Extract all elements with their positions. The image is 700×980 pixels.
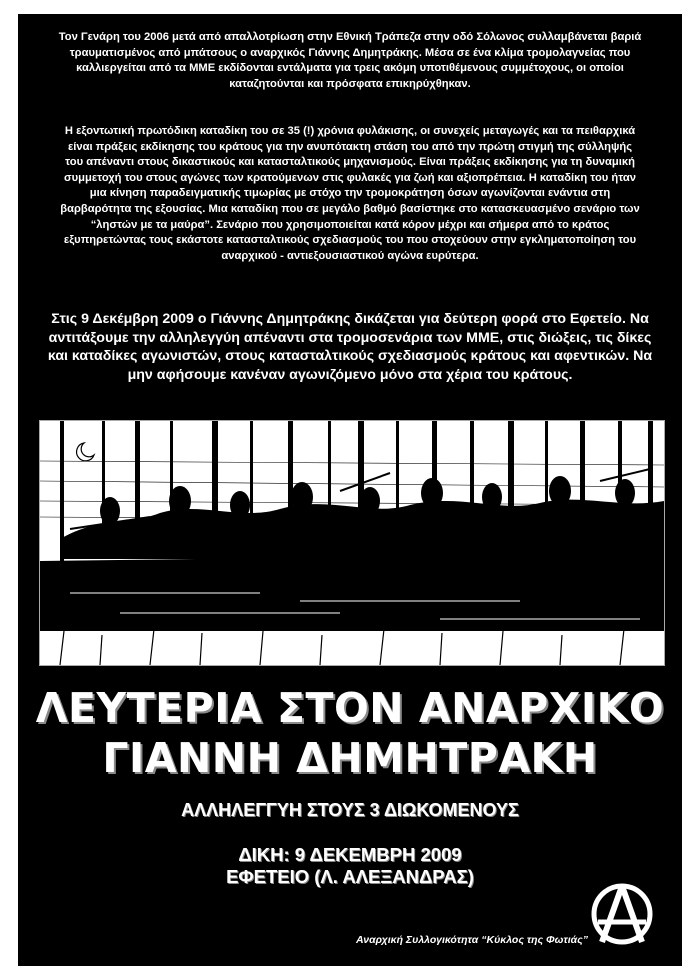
solidarity-subheadline: ΑΛΛΗΛΕΓΓΥΗ ΣΤΟΥΣ 3 ΔΙΩΚΟΜΕΝΟΥΣ xyxy=(181,800,519,820)
call-paragraph: Στις 9 Δεκέμβρη 2009 ο Γιάννης Δημητράκης δικάζεται για δεύτερη φορά στο Εφετείο. Να αντιτάξουμε την αλληλεγγύη απέναντι στα τρομοσενάρια των ΜΜΕ, στις διώξεις, τις δίκες και καταδίκες αγωνιστών, στους κατασταλτικούς σχεδιασμούς κράτους και αφεντικών. Να μην αφήσουμε κανέναν αγωνιζόμενο μόνο στα χέρια του κράτους. xyxy=(47,311,653,383)
poster xyxy=(18,14,682,966)
intro-paragraph: Τον Γενάρη του 2006 μετά από απαλλοτρίωση στην Εθνική Τράπεζα στην οδό Σόλωνος συλλαμβάνεται βαριά τραυματισμένος από μπάτσους ο αναρχικός Γιάννης Δημητράκης. Μέσα σε ένα κλίμα τρομολαγνείας που καλλιεργείται από τα ΜΜΕ εκδίδονται εντάλματα για τρεις ακόμη υποτιθέμενους συμμέτοχους, οι οποίοι καταζητούνται και πρόσφατα επικηρύχθηκαν. xyxy=(58,31,642,90)
woodcut-image xyxy=(40,421,664,665)
collective-signature: Αναρχική Συλλογικότητα “Κύκλος της Φωτιάς” xyxy=(355,934,588,946)
circle-a-anarchy-icon xyxy=(590,882,654,946)
headline-line-1: ΛΕΥΤΕΡΙΑ ΣΤΟΝ ΑΝΑΡΧΙΚΟ xyxy=(35,684,665,732)
forest-runners-illustration xyxy=(39,420,665,666)
conviction-paragraph: Η εξοντωτική πρωτόδικη καταδίκη του σε 35 (!) χρόνια φυλάκισης, οι συνεχείς μεταγωγές και τα πειθαρχικά είναι πράξεις εκδίκησης του κράτους για την ανυπότακτη στάση του από την πρώτη στιγμή της σύλληψής του απέναντι στους δικαστικούς και κατασταλτικούς μηχανισμούς. Είναι πράξεις εκδίκησης για τη δυναμική συμμετοχή του στους αγώνες των κρατούμενων στις φυλακές για ζωή και αξιοπρέπεια. Η καταδίκη του ήταν μια κίνηση παραδειγματικής τιμωρίας με στόχο την τρομοκράτηση όσων αγωνίζονται ενάντια στη βαρβαρότητα της εξουσίας. Μια καταδίκη που σε μεγάλο βαθμό βασίστηκε στο κατασκευασμένο σενάριο των “ληστών με τα μαύρα”. Σενάριο που χρησιμοποιείται κατά κόρον μέχρι και σήμερα από το κράτος εξυπηρετώντας τους εκάστοτε κατασταλτικούς σχεδιασμούς του που στοχεύουν στην εγκληματοποίηση του αναρχικού - αντιεξουσιαστικού αγώνα ευρύτερα. xyxy=(60,125,640,262)
trial-location: ΕΦΕΤΕΙΟ (Λ. ΑΛΕΞΑΝΔΡΑΣ) xyxy=(226,866,474,887)
trial-date: ΔΙΚΗ: 9 ΔΕΚΕΜΒΡΗ 2009 xyxy=(238,844,462,865)
headline-line-2: ΓΙΑΝΝΗ ΔΗΜΗΤΡΑΚΗ xyxy=(102,734,598,782)
